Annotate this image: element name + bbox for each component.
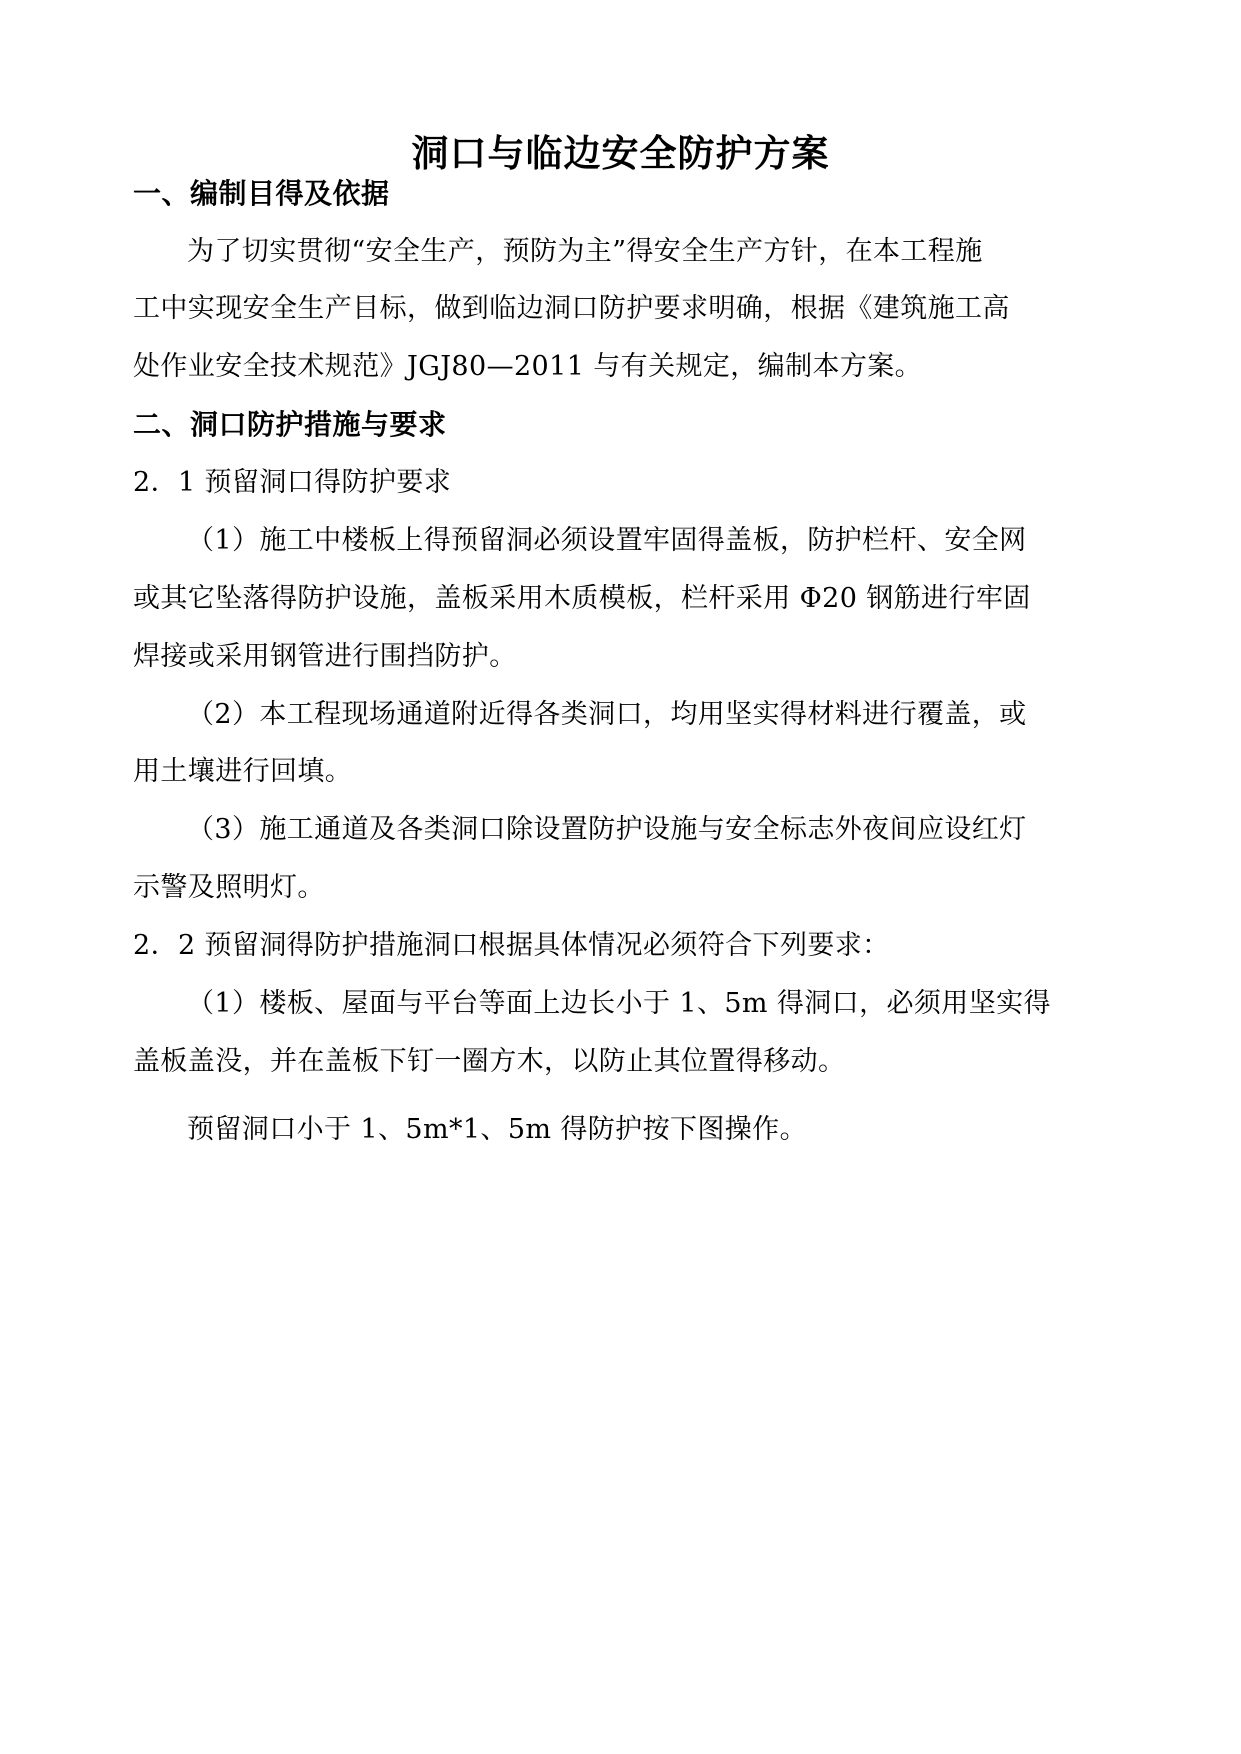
item-2-1-3-line-1: （3）施工通道及各类洞口除设置防护设施与安全标志外夜间应设红灯 bbox=[187, 814, 1027, 845]
section1-line-1: 为了切实贯彻“安全生产，预防为主”得安全生产方针，在本工程施 bbox=[187, 236, 983, 267]
item-2-2-1-line-2: 盖板盖没，并在盖板下钉一圈方木，以防止其位置得移动。 bbox=[133, 1046, 846, 1077]
subsection-2-1-heading: 2．1 预留洞口得防护要求 bbox=[133, 467, 452, 498]
item-2-1-2-line-1: （2）本工程现场通道附近得各类洞口，均用坚实得材料进行覆盖，或 bbox=[187, 699, 1027, 730]
section1-line-2: 工中实现安全生产目标，做到临边洞口防护要求明确，根据《建筑施工高 bbox=[133, 293, 1010, 324]
item-2-2-1-line-1: （1）楼板、屋面与平台等面上边长小于 1、5m 得洞口，必须用坚实得 bbox=[187, 988, 1051, 1019]
item-2-1-1-line-2: 或其它坠落得防护设施，盖板采用木质模板，栏杆采用 Φ20 钢筋进行牢固 bbox=[133, 583, 1031, 614]
item-2-1-1-line-1: （1）施工中楼板上得预留洞必须设置牢固得盖板，防护栏杆、安全网 bbox=[187, 525, 1027, 556]
item-2-1-1-line-3: 焊接或采用钢管进行围挡防护。 bbox=[133, 641, 517, 672]
section1-line-3: 处作业安全技术规范》JGJ80—2011 与有关规定，编制本方案。 bbox=[133, 351, 923, 382]
section2-heading: 二、洞口防护措施与要求 bbox=[133, 408, 447, 441]
section1-heading: 一、编制目得及依据 bbox=[133, 177, 390, 210]
subsection-2-2-heading: 2．2 预留洞得防护措施洞口根据具体情况必须符合下列要求： bbox=[133, 930, 890, 961]
item-2-1-3-line-2: 示警及照明灯。 bbox=[133, 872, 325, 903]
item-2-1-2-line-2: 用土壤进行回填。 bbox=[133, 756, 353, 787]
document-title: 洞口与临边安全防护方案 bbox=[411, 131, 830, 175]
diagram-note: 预留洞口小于 1、5m*1、5m 得防护按下图操作。 bbox=[187, 1114, 807, 1145]
